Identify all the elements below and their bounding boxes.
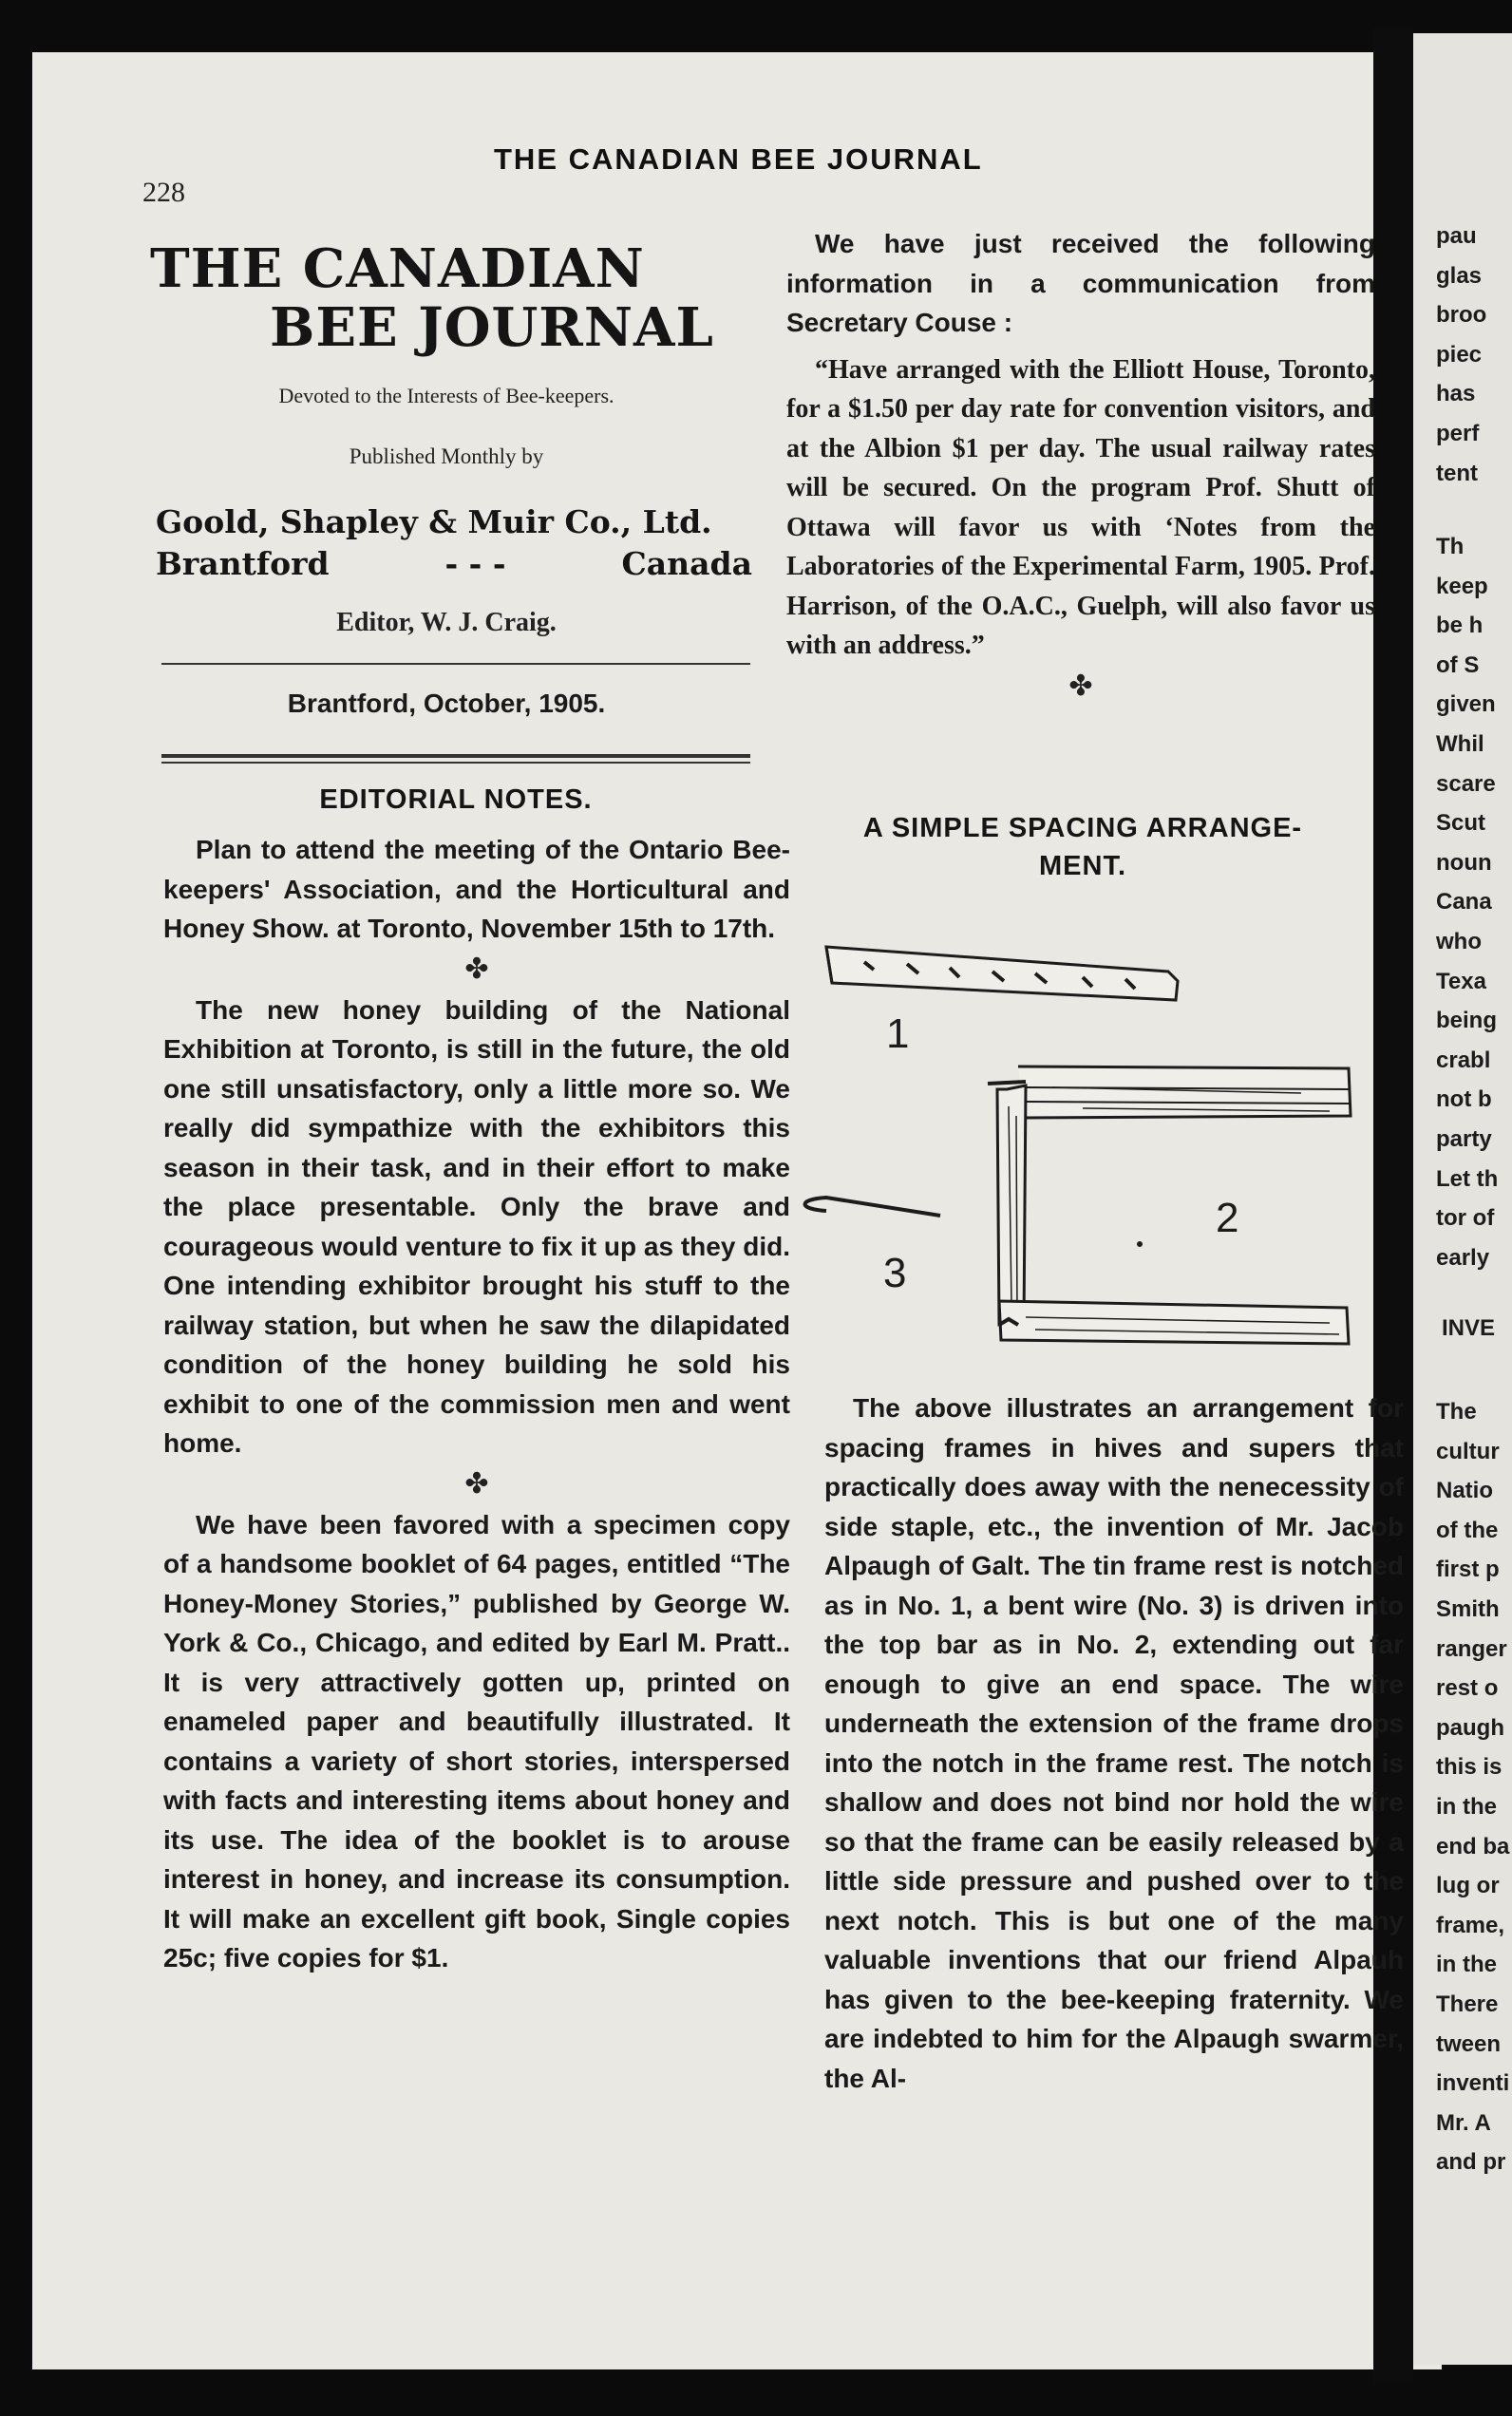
facing-fragment: ranger xyxy=(1436,1635,1507,1662)
editorial-paragraph: The new honey building of the National Exhibition at Toronto, is still in the future, the old one still unsatisfactory, only a little more so. We really did sympathize with the exhibitors this season in their task, and in their effort to make the place presentable. Only the brave and courageous would venture to fix it up as they did. One intending exhibitor brought his stuff to the railway station, but when he saw the dilapidated condition of the honey building he sold his exhibit to one of the commission men and went home. xyxy=(163,994,790,1458)
facing-fragment: Cana xyxy=(1436,889,1492,915)
couse-quote: “Have arranged with the Elliott House, Toronto, for a $1.50 per day rate for convention visitors, and at the Albion $1 per day. The usual railway rates will be secured. On the program Prof. Shutt of Ottawa will favor us with ‘Notes from the Laboratories of the Experimental Farm, 1905. Prof. Harrison, of the O.A.C., Guelph, will also favor us with an address.” xyxy=(786,354,1375,660)
facing-fragment: glas xyxy=(1436,262,1483,289)
facing-fragment: piec xyxy=(1436,341,1483,368)
masthead-line2: BEE JOURNAL xyxy=(270,296,714,359)
spacing-body: The above illustrates an arrangement for spacing frames in hives and supers that practically does away with the nenecessity of side staple, etc., the invention of Mr. Jacob Alpaugh of Galt. The tin frame rest is notched as in No. 1, a bent wire (No. 3) is driven into the top bar as in No. 2, extending out far enough to give an end space. The wire underneath the extension of the frame drops into the notch in the frame rest. The notch is shallow and does not bind nor hold the wire so that the frame can be easily released by a little side pressure and pushed over to the next notch. This is but one of the many valuable inventions that our friend Alpauh has given to the bee-keeping fraternity. We are indebted to him for the Alpaugh swarmer, the Al- xyxy=(824,1393,1404,2093)
facing-fragment: Smith xyxy=(1436,1595,1500,1622)
double-rule-top xyxy=(161,754,750,758)
facing-fragment: scare xyxy=(1436,770,1496,797)
facing-fragment: keep xyxy=(1436,573,1488,599)
couse-intro: We have just received the following information in a communication from Secretary Couse : xyxy=(786,229,1375,337)
spacing-heading xyxy=(788,809,1377,885)
facing-fragment: be h xyxy=(1436,613,1484,639)
page-number: 228 xyxy=(142,177,185,208)
figure-label-2: 2 xyxy=(1216,1195,1239,1241)
facing-fragment: not b xyxy=(1436,1086,1492,1113)
facing-fragment: crabl xyxy=(1436,1047,1491,1073)
facing-fragment: noun xyxy=(1436,849,1492,876)
facing-fragment: Mr. A xyxy=(1436,2109,1491,2136)
facing-fragment: in the xyxy=(1436,1793,1497,1820)
frame-figure xyxy=(988,1066,1351,1344)
facing-fragment: in the xyxy=(1436,1952,1497,1978)
ornament-divider: ✤ xyxy=(464,1467,489,1500)
editorial-paragraph: We have been favored with a specimen copy of a handsome booklet of 64 pages, entitled “The Honey-Money Stories,” published by George W. York & Co., Chicago, and edited by Earl M. Pratt.. It is very attractively gotten up, printed on enameled paper and beautifully illustrated. It contains a variety of short stories, interspersed with facts and interesting items about honey and its use. The idea of the booklet is to arouse interest in honey, and increase its consumption. It will make an excellent gift book, Single copies 25c; five copies for $1. xyxy=(163,1509,790,1972)
figure-dot xyxy=(1137,1241,1143,1247)
facing-fragment: given xyxy=(1436,691,1496,718)
published-by: Published Monthly by xyxy=(349,444,544,468)
facing-heading-fragment: INVE xyxy=(1442,1315,1496,1341)
facing-fragment: perf xyxy=(1436,420,1480,446)
facing-fragment: broo xyxy=(1436,302,1487,329)
ornament-divider: ✤ xyxy=(1068,670,1093,702)
facing-fragment: frame, xyxy=(1436,1912,1505,1938)
facing-fragment: Let th xyxy=(1436,1165,1499,1192)
facing-fragment: cultur xyxy=(1436,1438,1500,1464)
spacing-heading-line2: MENT. xyxy=(1039,851,1126,881)
facing-fragment: There xyxy=(1436,1991,1499,2017)
facing-fragment: has xyxy=(1436,381,1476,407)
editor-line: Editor, W. J. Craig. xyxy=(336,608,557,637)
frame-rest-figure xyxy=(826,947,1178,1000)
facing-fragment: Natio xyxy=(1436,1478,1493,1504)
facing-fragment: rest o xyxy=(1436,1675,1499,1702)
publisher-dashes: - - - xyxy=(444,545,506,582)
couse-column xyxy=(786,224,1375,708)
editorial-heading: EDITORIAL NOTES. xyxy=(319,784,593,815)
facing-fragment: this is xyxy=(1436,1754,1503,1781)
masthead-line1: THE CANADIAN xyxy=(150,237,645,300)
facing-fragment: tent xyxy=(1436,460,1478,486)
editorial-paragraph: Plan to attend the meeting of the Ontario Bee-keepers' Association, and the Horticultural and Honey Show. at Toronto, November 15th to 17th. xyxy=(163,835,790,943)
double-rule-bottom xyxy=(161,762,750,764)
facing-fragment: end ba xyxy=(1436,1833,1510,1859)
editorial-column xyxy=(163,830,790,1978)
facing-heading xyxy=(1442,1309,1512,1349)
facing-fragment: Scut xyxy=(1436,810,1486,837)
figure-label-3: 3 xyxy=(883,1250,907,1296)
facing-fragment: inventi xyxy=(1436,2070,1510,2097)
facing-fragment: being xyxy=(1436,1008,1497,1034)
facing-fragment: of the xyxy=(1436,1517,1499,1543)
facing-fragment: tween xyxy=(1436,2030,1502,2057)
publisher-country: Canada xyxy=(621,545,752,582)
facing-fragment: tor of xyxy=(1436,1205,1495,1232)
running-head: THE CANADIAN BEE JOURNAL xyxy=(494,142,983,176)
facing-fragment: party xyxy=(1436,1125,1492,1152)
facing-fragment: first p xyxy=(1436,1557,1500,1583)
bent-wire-figure xyxy=(805,1198,941,1216)
divider-rule xyxy=(161,663,750,665)
publisher-line1 xyxy=(156,503,752,540)
dateline: Brantford, October, 1905. xyxy=(287,689,606,718)
publisher-name: Goold, Shapley & Muir Co., Ltd. xyxy=(156,503,712,540)
spacing-column xyxy=(824,1388,1404,2098)
facing-fragments-mid xyxy=(1436,527,1512,1277)
publisher-city: Brantford xyxy=(156,545,330,582)
devoted-line: Devoted to the Interests of Bee-keepers. xyxy=(278,384,614,407)
publisher-line2 xyxy=(156,545,752,582)
facing-fragment: who xyxy=(1436,928,1482,954)
ornament-divider: ✤ xyxy=(464,953,489,985)
facing-fragment: lug or xyxy=(1436,1873,1500,1899)
figure-label-1: 1 xyxy=(886,1010,910,1057)
facing-fragment: Th xyxy=(1436,534,1465,559)
facing-fragment: Whil xyxy=(1436,730,1484,757)
facing-fragments-top xyxy=(1436,217,1512,493)
facing-fragment: of S xyxy=(1436,651,1480,678)
facing-fragments-bottom xyxy=(1436,1392,1512,2182)
spacing-heading-line1: A SIMPLE SPACING ARRANGE- xyxy=(862,813,1303,843)
facing-fragment: early xyxy=(1436,1244,1490,1271)
spacing-figure xyxy=(798,926,1368,1368)
facing-fragment: The xyxy=(1436,1399,1477,1425)
facing-fragment: Texa xyxy=(1436,968,1486,994)
facing-fragment: pau xyxy=(1436,223,1477,249)
facing-fragment: paugh xyxy=(1436,1714,1504,1741)
facing-fragment: and pr xyxy=(1436,2149,1506,2176)
